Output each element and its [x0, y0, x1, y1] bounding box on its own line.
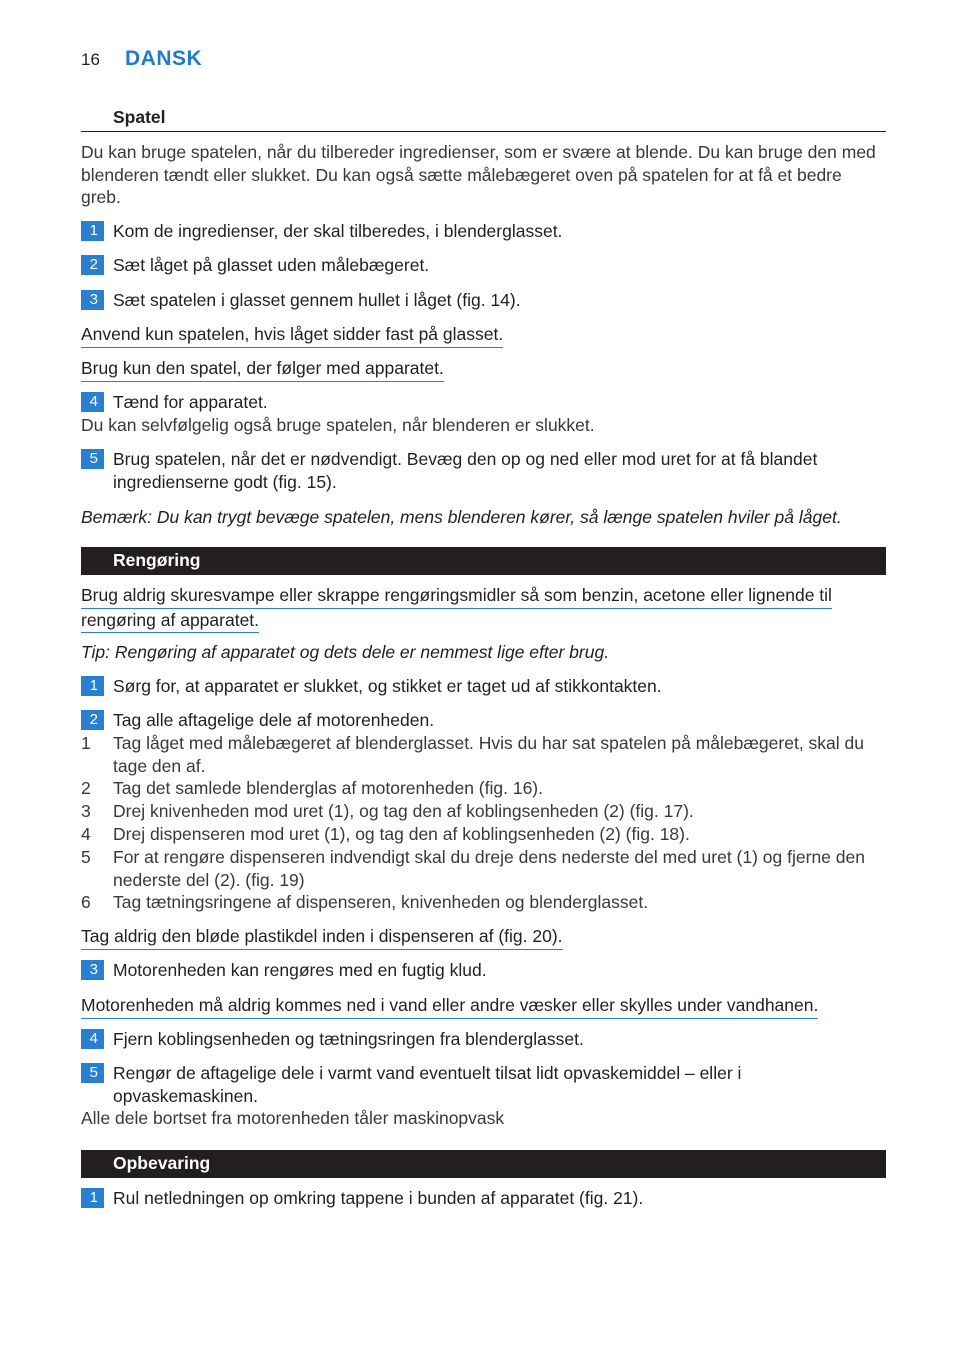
substep-number: 3 — [81, 801, 91, 821]
language-label: DANSK — [125, 47, 203, 70]
step-number-badge: 1 — [81, 221, 104, 241]
section-heading-rengoring: Rengøring — [113, 550, 201, 570]
section-bar-opbevaring — [81, 1150, 886, 1178]
substep-number: 2 — [81, 778, 91, 798]
spatel-intro: Du kan bruge spatelen, når du tilbereder ingredienser, som er svære at blende. Du kan bruge den med blenderen tændt eller slukket. Du kan også sætte målebægeret oven på spatelen for at få et bedre greb. — [81, 142, 876, 207]
spatel-step-4-note: Du kan selvfølgelig også bruge spatelen, når blenderen er slukket. — [81, 415, 595, 435]
step-text: Sæt spatelen i glasset gennem hullet i låget (fig. 14). — [113, 290, 521, 310]
substep-number: 1 — [81, 733, 91, 753]
step-number-badge: 5 — [81, 1063, 104, 1083]
step-number-badge: 3 — [81, 960, 104, 980]
step-number-badge: 3 — [81, 290, 104, 310]
substep-number: 5 — [81, 847, 91, 867]
substep-text: Drej knivenheden mod uret (1), og tag den af koblingsenheden (2) (fig. 17). — [113, 801, 694, 821]
warning-text-line-1: Brug aldrig skuresvampe eller skrappe rengøringsmidler så som benzin, acetone eller lignende til — [81, 584, 832, 609]
section-heading-opbevaring: Opbevaring — [113, 1153, 211, 1173]
substep-number: 4 — [81, 824, 91, 844]
step-text: Kom de ingredienser, der skal tilberedes, i blenderglasset. — [113, 221, 563, 241]
spatel-warning-2 — [81, 357, 444, 382]
substep-text: For at rengøre dispenseren indvendigt skal du dreje dens nederste del med uret (1) og fjerne den nederste del (2). (fig. 19) — [113, 847, 865, 890]
step-number-badge: 4 — [81, 1029, 104, 1049]
rengoring-warning-3 — [81, 994, 818, 1019]
step-number-badge: 5 — [81, 449, 104, 469]
rengoring-warning-2 — [81, 925, 563, 950]
rengoring-step-5-note: Alle dele bortset fra motorenheden tåler maskinopvask — [81, 1108, 505, 1128]
warning-text: Anvend kun spatelen, hvis låget sidder fast på glasset. — [81, 323, 503, 348]
step-number-badge: 2 — [81, 710, 104, 730]
step-number-badge: 1 — [81, 676, 104, 696]
step-text: Rengør de aftagelige dele i varmt vand eventuelt tilsat lidt opvaskemiddel – eller i opvaskemaskinen. — [113, 1063, 742, 1106]
step-number-badge: 1 — [81, 1188, 104, 1208]
warning-text: Tag aldrig den bløde plastikdel inden i dispenseren af (fig. 20). — [81, 925, 563, 950]
rengoring-tip: Tip: Rengøring af apparatet og dets dele er nemmest lige efter brug. — [81, 642, 610, 662]
substep-text: Tag låget med målebægeret af blenderglasset. Hvis du har sat spatelen på målebægeret, skal du tage den af. — [113, 733, 864, 776]
warning-text: Motorenheden må aldrig kommes ned i vand eller andre væsker eller skylles under vandhanen. — [81, 994, 818, 1019]
heading-divider — [81, 131, 886, 132]
step-text: Motorenheden kan rengøres med en fugtig klud. — [113, 960, 487, 980]
section-heading-spatel: Spatel — [113, 107, 166, 127]
spatel-note: Bemærk: Du kan trygt bevæge spatelen, mens blenderen kører, så længe spatelen hviler på låget. — [81, 507, 842, 527]
section-bar-rengoring — [81, 547, 886, 575]
page-number: 16 — [81, 50, 100, 69]
warning-text-line-2: rengøring af apparatet. — [81, 609, 259, 634]
substep-number: 6 — [81, 892, 91, 912]
warning-text: Brug kun den spatel, der følger med apparatet. — [81, 357, 444, 382]
substep-text: Tag det samlede blenderglas af motorenheden (fig. 16). — [113, 778, 543, 798]
step-number-badge: 4 — [81, 392, 104, 412]
rengoring-warning-1 — [81, 584, 832, 633]
spatel-warning-1 — [81, 323, 503, 348]
step-number-badge: 2 — [81, 255, 104, 275]
substep-text: Drej dispenseren mod uret (1), og tag den af koblingsenheden (2) (fig. 18). — [113, 824, 690, 844]
step-text: Sørg for, at apparatet er slukket, og stikket er taget ud af stikkontakten. — [113, 676, 662, 696]
step-text: Tænd for apparatet. — [113, 392, 268, 412]
step-text: Rul netledningen op omkring tappene i bunden af apparatet (fig. 21). — [113, 1188, 644, 1208]
substep-text: Tag tætningsringene af dispenseren, knivenheden og blenderglasset. — [113, 892, 649, 912]
step-text: Tag alle aftagelige dele af motorenheden. — [113, 710, 435, 730]
step-text: Sæt låget på glasset uden målebægeret. — [113, 255, 430, 275]
step-text: Brug spatelen, når det er nødvendigt. Bevæg den op og ned eller mod uret for at få blandet ingredienserne godt (fig. 15). — [113, 449, 818, 492]
step-text: Fjern koblingsenheden og tætningsringen fra blenderglasset. — [113, 1029, 584, 1049]
